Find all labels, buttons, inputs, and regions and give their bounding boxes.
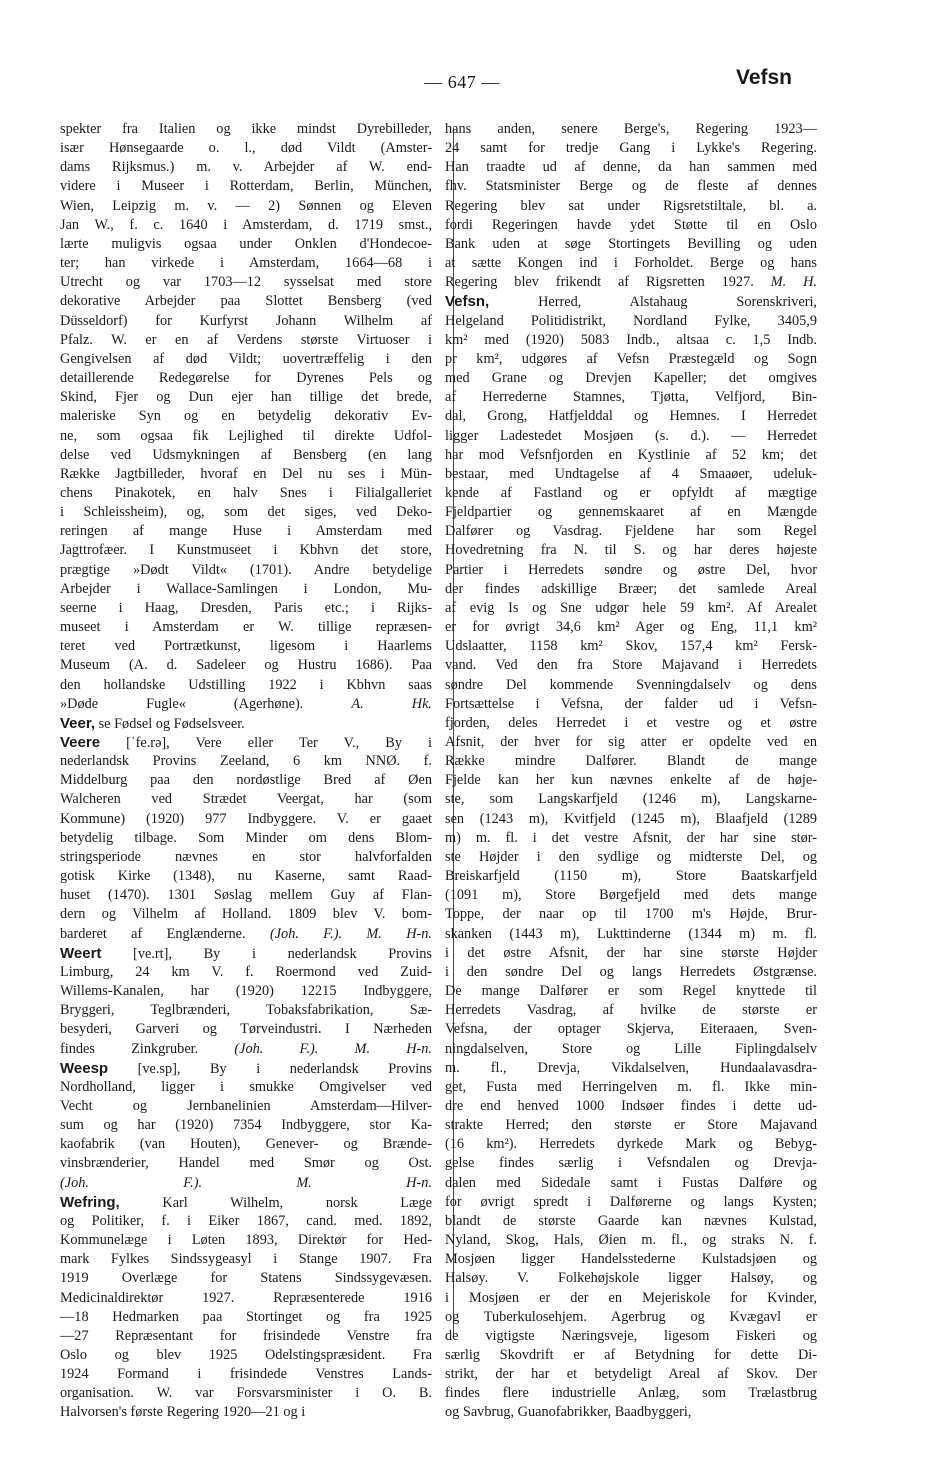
author-signature: M. H. xyxy=(770,274,817,291)
line-text: Willems-Kanalen, har (1920) 12215 Indbyggere, xyxy=(60,983,432,1000)
line-text: er for øvrigt 34,6 km² Ager og Eng, 11,1 km² xyxy=(445,619,817,636)
line-text: der findes adskillige Bræer; det samlede Areal xyxy=(445,580,817,597)
line-text: strikt, der har et betydeligt Areal af Skov. Der xyxy=(445,1366,817,1383)
text-line xyxy=(60,963,432,982)
line-text: Fjelde kan her kun nævnes enkelte af de høje- xyxy=(445,772,817,789)
text-line xyxy=(445,273,817,292)
text-line xyxy=(60,1231,432,1250)
line-text: betydelig tilbage. Som Minder om dens Blom- xyxy=(60,829,432,846)
text-line xyxy=(60,1365,432,1384)
text-line xyxy=(60,714,432,733)
text-line xyxy=(445,790,817,809)
line-text: —27 Repræsentant for frisindede Venstre fra xyxy=(60,1327,432,1344)
text-line xyxy=(60,676,432,695)
line-text: Pfalz. W. er en af Verdens største Virtuoser i xyxy=(60,331,432,348)
line-text: Bank uden at søge Stortingets Bevilling og uden xyxy=(445,235,817,252)
line-text: Dalfører og Vasdrag. Fjeldene har som Regel xyxy=(445,523,817,540)
text-line xyxy=(60,503,432,522)
text-line xyxy=(445,465,817,484)
text-line xyxy=(445,1020,817,1039)
line-text: Fortsættelse i Vefsna, der falder ud i Vefsn- xyxy=(445,695,817,712)
line-text: Hovedretning fra N. til S. og har deres højeste xyxy=(445,542,817,559)
text-line xyxy=(60,925,432,944)
line-text: dams Rijksmus.) m. v. Arbejder af W. end- xyxy=(60,159,432,176)
text-line xyxy=(445,810,817,829)
text-line xyxy=(60,1097,432,1116)
text-line xyxy=(445,695,817,714)
line-text: ligger Ladestedet Mosjøen (s. d.). — Herredet xyxy=(445,427,817,444)
line-text: km² med (1920) 5083 Indb., altsaa c. 1,5 Indb. xyxy=(445,331,817,348)
text-line xyxy=(60,197,432,216)
line-text: søndre Del kommende Svenningdalselv og dens xyxy=(445,676,817,693)
text-line xyxy=(60,120,432,139)
line-text: Düsseldorf) for Kurfyrst Johann Wilhelm af xyxy=(60,312,432,329)
line-text: lærte muligvis ogsaa under Onklen d'Hondecoe- xyxy=(60,235,432,252)
text-line xyxy=(60,771,432,790)
text-line xyxy=(60,1154,432,1173)
text-line xyxy=(445,369,817,388)
text-line xyxy=(445,1059,817,1078)
line-text: vand. Ved den fra Store Majavand i Herredets xyxy=(445,657,817,674)
line-text: strakte Herred; den største er Store Majavand xyxy=(445,1117,817,1134)
line-text: Han traadte ud af denne, da han sammen med xyxy=(445,159,817,176)
line-text: gelse findes særlig i Vefsndalen og Drevja- xyxy=(445,1155,817,1172)
text-line xyxy=(445,139,817,158)
author-signature: A. Hk. xyxy=(351,695,432,712)
line-text: teret ved Portrætkunst, ligesom i Haarlems xyxy=(60,638,432,655)
text-line xyxy=(445,848,817,867)
line-text: Toppe, der naar op til 1700 m's Højde, Brur- xyxy=(445,906,817,923)
text-line xyxy=(445,944,817,963)
line-text: seerne i Haag, Dresden, Paris etc.; i Rijks- xyxy=(60,599,432,616)
text-line xyxy=(60,561,432,580)
line-text: Middelburg paa den nordøstlige Bred af Øen xyxy=(60,772,432,789)
line-text: de vigtigste Næringsveje, ligesom Fiskeri og xyxy=(445,1327,817,1344)
left-column xyxy=(60,120,432,1423)
text-line xyxy=(60,254,432,273)
text-line xyxy=(60,235,432,254)
line-text: detaillerende Redegørelse for Dyrenes Pels og xyxy=(60,370,432,387)
text-line xyxy=(445,637,817,656)
text-line xyxy=(445,1269,817,1288)
text-line xyxy=(60,886,432,905)
text-line xyxy=(60,1059,432,1078)
text-line xyxy=(60,905,432,924)
line-text: chens Pinakotek, en halv Snes i Filialgalleriet xyxy=(60,484,432,501)
text-line xyxy=(60,216,432,235)
text-line xyxy=(445,197,817,216)
line-text: Afsnit, der hver for sig atter er opdelte ved en xyxy=(445,734,817,750)
line-text: huset (1470). 1301 Søslag mellem Guy af Flan- xyxy=(60,887,432,904)
line-text: ningdalselven, Store og Lille Fiplingdalselv xyxy=(445,1040,817,1057)
text-line xyxy=(60,1308,432,1327)
line-text: Herred, Alstahaug Sorenskriveri, xyxy=(489,294,817,311)
text-line xyxy=(60,388,432,407)
line-text: gotisk Kirke (1348), nu Kaserne, samt Raad- xyxy=(60,868,432,885)
line-text: Kommunelæge i Løten 1893, Direktør for Hed- xyxy=(60,1232,432,1249)
line-text: (1091 m), Store Børgefjeld med dets mange xyxy=(445,887,817,904)
text-line xyxy=(445,388,817,407)
line-text: at sætte Kongen ind i Forholdet. Berge og hans xyxy=(445,255,817,272)
text-line xyxy=(445,963,817,982)
line-text: Arbejder i Wallace-Samlingen i London, Mu- xyxy=(60,580,432,597)
line-text: Medicinaldirektør 1927. Repræsenterede 1916 xyxy=(60,1289,432,1306)
text-line xyxy=(445,656,817,675)
line-text: kende af Fastland og er opfyldt af mægtige xyxy=(445,484,817,501)
text-line xyxy=(60,177,432,196)
text-line xyxy=(445,580,817,599)
text-line xyxy=(445,1346,817,1365)
line-text: i det østre Afsnit, der har sine største Højder xyxy=(445,944,817,961)
line-text: findes Zinkgruber. xyxy=(60,1040,199,1057)
text-line xyxy=(60,599,432,618)
text-line xyxy=(60,273,432,292)
line-text: Partier i Herredets søndre og østre Del, hvor xyxy=(445,561,817,578)
line-text: m. fl., Drevja, Vikdalselven, Hundaalavasdra- xyxy=(445,1059,817,1076)
text-line xyxy=(60,752,432,771)
line-text: og Politiker, f. i Eiker 1867, cand. med. 1892, xyxy=(60,1212,432,1229)
line-text: af evig Is og Sne udgør hele 59 km². Af Arealet xyxy=(445,599,817,616)
text-line xyxy=(445,312,817,331)
entry-headword: Veere xyxy=(60,734,101,751)
text-line xyxy=(60,446,432,465)
line-text: Herredets Vasdrag, af hvilke de største er xyxy=(445,1002,817,1019)
line-text: Regering blev frikendt af Rigsretten 1927. xyxy=(445,274,754,291)
line-text: Walcheren ved Strædet Veergat, har (som xyxy=(60,791,432,808)
line-text: dekorative Arbejder paa Slottet Bensberg (ved xyxy=(60,293,432,310)
entry-headword: Veer, xyxy=(60,714,96,732)
line-text: Fjeldpartier og gennemskaaret af en Mængde xyxy=(445,504,817,521)
line-text: vinsbrænderier, Handel med Smør og Ost. xyxy=(60,1155,432,1172)
line-text: museet i Amsterdam er W. tillige repræsen- xyxy=(60,619,432,636)
line-text: Bryggeri, Teglbrænderi, Tobaksfabrikation, Sæ- xyxy=(60,1002,432,1019)
text-line xyxy=(445,522,817,541)
text-line xyxy=(445,1289,817,1308)
page-number: — 647 — xyxy=(424,72,500,92)
line-text: delse ved Udsmykningen af Bensberg (en lang xyxy=(60,446,432,463)
line-text: Nyland, Skog, Hals, Øien m. fl., og straks N. f. xyxy=(445,1232,817,1249)
text-line xyxy=(445,752,817,771)
text-line xyxy=(60,1327,432,1346)
text-line xyxy=(445,235,817,254)
text-line xyxy=(445,446,817,465)
line-text: Utrecht og var 1703—12 sysselsat med store xyxy=(60,274,432,291)
line-text: Breiskarfjeld (1150 m), Store Baatskarfjeld xyxy=(445,868,817,885)
text-line xyxy=(60,810,432,829)
text-line xyxy=(60,158,432,177)
line-text: ste, som Langskarfjeld (1246 m), Langskarne- xyxy=(445,791,817,808)
text-line xyxy=(445,1250,817,1269)
line-text: Oslo og blev 1925 Odelstingspræsident. Fra xyxy=(60,1347,432,1363)
text-line xyxy=(60,1384,432,1403)
line-text: Kommune) (1920) 977 Indbyggere. V. er gaaet xyxy=(60,810,432,827)
line-text: —18 Hedmarken paa Stortinget og fra 1925 xyxy=(60,1308,432,1325)
line-text: De mange Dalfører er som Regel knyttede til xyxy=(445,983,817,1000)
text-line xyxy=(445,771,817,790)
line-text: fhv. Statsminister Berge og de fleste af dennes xyxy=(445,178,817,195)
text-line xyxy=(60,656,432,675)
text-line xyxy=(60,369,432,388)
line-text: [ˈfe.rə], Vere eller Ter V., By i xyxy=(100,735,432,751)
line-text: 1919 Overlæge for Statens Sindssygevæsen. xyxy=(60,1270,432,1287)
text-line xyxy=(445,1212,817,1231)
line-text: Gengivelsen af død Vildt; uovertræffelig i den xyxy=(60,350,432,367)
text-line xyxy=(445,120,817,139)
text-line xyxy=(60,1346,432,1365)
line-text: fordi Regeringen havde ydet Støtte til en Oslo xyxy=(445,216,817,233)
text-line xyxy=(445,599,817,618)
line-text: dal, Grong, Hatfjelddal og Hemnes. I Herredet xyxy=(445,408,817,425)
line-text: (16 km²). Herredets dyrkede Mark og Bebyg- xyxy=(445,1136,817,1153)
text-line xyxy=(445,177,817,196)
text-line xyxy=(60,1403,432,1422)
line-text: reringen af mange Huse i Amsterdam med xyxy=(60,523,432,540)
text-line xyxy=(60,695,432,714)
text-line xyxy=(445,216,817,235)
text-line xyxy=(60,407,432,426)
text-line xyxy=(445,331,817,350)
text-line xyxy=(445,1174,817,1193)
text-line xyxy=(60,1250,432,1269)
text-line xyxy=(445,714,817,733)
line-text: Nordholland, ligger i smukke Omgivelser ved xyxy=(60,1078,432,1095)
line-text: dre end henved 1000 Indsøer findes i dette ud- xyxy=(445,1097,817,1114)
line-text: »Døde Fugle« (Agerhøne). xyxy=(60,695,304,712)
text-line xyxy=(60,331,432,350)
text-line xyxy=(445,427,817,446)
text-line xyxy=(60,848,432,867)
text-line xyxy=(60,1116,432,1135)
line-text: m) m. fl. i det vestre Afsnit, der har sine stør- xyxy=(445,829,817,846)
line-text: fjorden, deles Herredet i et vestre og et østre xyxy=(445,714,817,731)
text-line xyxy=(445,541,817,560)
line-text: bestaar, med Undtagelse af 4 Smaaøer, udeluk- xyxy=(445,465,817,482)
line-text: pr km², udgøres af Vefsn Præstegæld og Sogn xyxy=(445,350,817,367)
line-text: spekter fra Italien og ikke mindst Dyrebilleder, xyxy=(60,121,432,137)
line-text: Wien, Leipzig m. v. — 2) Sønnen og Eleven xyxy=(60,197,432,214)
line-text: kaofabrik (van Houten), Genever- og Brænde- xyxy=(60,1136,432,1153)
text-line xyxy=(60,1269,432,1288)
line-text: Regering blev sat under Rigsretstiltale, bl. a. xyxy=(445,197,817,214)
text-line xyxy=(445,829,817,848)
text-line xyxy=(445,561,817,580)
line-text: Jan W., f. c. 1640 i Amsterdam, d. 1719 smst., xyxy=(60,216,432,233)
text-line xyxy=(60,580,432,599)
text-line xyxy=(60,541,432,560)
text-line xyxy=(445,350,817,369)
text-line xyxy=(60,867,432,886)
text-line xyxy=(445,1403,817,1422)
text-line xyxy=(445,407,817,426)
line-text: findes flere industrielle Anlæg, som Trælastbrug xyxy=(445,1385,817,1402)
text-line xyxy=(445,292,817,311)
text-line xyxy=(60,1174,432,1193)
line-text: organisation. W. var Forsvarsminister i O. B. xyxy=(60,1385,432,1402)
line-text: prægtige »Dødt Vildt« (1701). Andre betydelige xyxy=(60,561,432,578)
text-line xyxy=(60,618,432,637)
text-line xyxy=(445,1384,817,1403)
line-text: Række mindre Dalfører. Blandt de mange xyxy=(445,753,817,770)
line-text: i den søndre Del og langs Herredets Østgrænse. xyxy=(445,963,817,980)
text-line xyxy=(445,1040,817,1059)
text-line xyxy=(60,829,432,848)
line-text: skanken (1443 m), Lukttinderne (1344 m) m. fl. xyxy=(445,925,817,942)
line-text: sen (1243 m), Kvitfjeld (1245 m), Blaafjeld (1289 xyxy=(445,810,817,827)
text-line xyxy=(60,139,432,158)
line-text: dalen med Sidedale samt i Fustas Dalføre og xyxy=(445,1174,817,1191)
entry-headword: Vefsn, xyxy=(445,293,490,311)
entry-headword: Weesp xyxy=(60,1059,109,1077)
entry-headword: Wefring, xyxy=(60,1193,120,1211)
text-line xyxy=(60,1001,432,1020)
line-text: Halsøy. V. Folkehøjskole ligger Halsøy, og xyxy=(445,1270,817,1287)
line-text: hans anden, senere Berge's, Regering 1923— xyxy=(445,121,817,137)
text-line xyxy=(445,1231,817,1250)
text-line xyxy=(445,676,817,695)
line-text: dern og Vilhelm af Holland. 1809 blev V. bom- xyxy=(60,906,432,923)
text-line xyxy=(60,1020,432,1039)
line-text: ste Højder i den sydlige og midterste Del, og xyxy=(445,848,817,865)
line-text: se Fødsel og Fødselsveer. xyxy=(95,715,245,732)
text-line xyxy=(445,925,817,944)
page-header xyxy=(0,62,928,102)
line-text: maleriske Syn og en betydelig dekorativ Ev- xyxy=(60,408,432,425)
text-line xyxy=(60,1040,432,1059)
text-line xyxy=(445,867,817,886)
text-line xyxy=(60,1193,432,1212)
line-text: og Tuberkulosehjem. Agerbrug og Kvægavl er xyxy=(445,1308,817,1325)
author-signature: (Joh. F.). M. H-n. xyxy=(269,925,432,942)
line-text: Mosjøen ligger Handelsstederne Kulstadsjøen og xyxy=(445,1251,817,1268)
text-line xyxy=(445,1135,817,1154)
text-line xyxy=(445,905,817,924)
text-line xyxy=(60,982,432,1001)
line-text: get, Fusta med Herringelven m. fl. Ikke min- xyxy=(445,1078,817,1095)
line-text: nederlandsk Provins Zeeland, 6 km NNØ. f. xyxy=(60,753,432,770)
text-line xyxy=(445,618,817,637)
text-line xyxy=(445,1001,817,1020)
right-column xyxy=(445,120,817,1423)
line-text: for øvrigt spredt i Dalførerne og langs Kysten; xyxy=(445,1193,817,1210)
text-line xyxy=(445,254,817,273)
line-text: ne, som ogsaa fik Lejlighed til direkte Udfol- xyxy=(60,427,432,444)
text-line xyxy=(60,944,432,963)
text-line xyxy=(445,158,817,177)
text-line xyxy=(445,1193,817,1212)
text-line xyxy=(60,292,432,311)
line-text: [ve.sp], By i nederlandsk Provins xyxy=(108,1060,432,1077)
line-text: Helgeland Politidistrikt, Nordland Fylke, 3405,9 xyxy=(445,312,817,329)
text-line xyxy=(60,350,432,369)
line-text: ter; han virkede i Amsterdam, 1664—68 i xyxy=(60,255,432,272)
line-text: barderet af Englænderne. xyxy=(60,925,246,942)
line-text: den hollandske Udstilling 1922 i Kbhvn saas xyxy=(60,676,432,693)
line-text: Jagttrofæer. I Kunstmuseet i Kbhvn det store, xyxy=(60,542,432,559)
text-line xyxy=(445,1327,817,1346)
text-line xyxy=(60,790,432,809)
text-line xyxy=(60,312,432,331)
line-text: Vecht og Jernbanelinien Amsterdam—Hilver- xyxy=(60,1097,432,1114)
text-line xyxy=(60,1078,432,1097)
line-text: særlig Skovdrift er af Betydning for dette Di- xyxy=(445,1347,817,1363)
line-text: blandt de største Gaarde kan nævnes Kulstad, xyxy=(445,1212,817,1229)
line-text: af Herrederne Stamnes, Tjøtta, Velfjord, Bin- xyxy=(445,389,817,406)
text-line xyxy=(60,465,432,484)
running-head: Vefsn xyxy=(735,66,792,89)
line-text: Skind, Fjer og Dun ejer han tillige det brede, xyxy=(60,389,432,406)
line-text: Museum (A. d. Sadeleer og Hustru 1686). Paa xyxy=(60,657,432,674)
text-line xyxy=(445,886,817,905)
line-text: besyderi, Garveri og Tørveindustri. I Nærheden xyxy=(60,1021,432,1038)
line-text: videre i Museer i Rotterdam, Berlin, München, xyxy=(60,178,432,195)
line-text: Halvorsen's første Regering 1920—21 og i xyxy=(60,1404,306,1421)
text-line xyxy=(445,982,817,1001)
text-line xyxy=(445,503,817,522)
line-text: Udslaatter, 1158 km² Skov, 157,4 km² Fersk- xyxy=(445,638,817,655)
text-line xyxy=(445,1308,817,1327)
text-line xyxy=(445,1078,817,1097)
text-line xyxy=(445,484,817,503)
line-text: Limburg, 24 km V. f. Roermond ved Zuid- xyxy=(60,963,432,980)
text-line xyxy=(60,637,432,656)
text-line xyxy=(445,733,817,752)
line-text: sum og har (1920) 7354 Indbyggere, stor Ka- xyxy=(60,1117,432,1134)
line-text: stringsperiode nævnes en stor halvforfalden xyxy=(60,848,432,865)
text-line xyxy=(445,1097,817,1116)
line-text: i Mosjøen er der en Mejeriskole for Kvinder, xyxy=(445,1289,817,1306)
text-line xyxy=(60,427,432,446)
line-text: [ve.rt], By i nederlandsk Provins xyxy=(101,945,432,962)
line-text: har mod Vefsnfjorden en Kystlinie af 52 km; det xyxy=(445,446,817,463)
text-line xyxy=(60,484,432,503)
line-text: Række Jagtbilleder, hvoraf en Del nu ses i Mün- xyxy=(60,465,432,482)
author-signature: (Joh. F.). M. H-n. xyxy=(60,1174,432,1191)
line-text: især Hønsegaarde o. l., død Vildt (Amster- xyxy=(60,140,432,157)
line-text: Vefsna, der optager Skjerva, Eiteraaen, Sven- xyxy=(445,1021,817,1038)
line-text: og Savbrug, Guanofabrikker, Baadbyggeri, xyxy=(445,1404,692,1421)
text-line xyxy=(60,522,432,541)
text-line xyxy=(445,1365,817,1384)
text-line xyxy=(60,1135,432,1154)
text-line xyxy=(445,1116,817,1135)
line-text: 1924 Formand i frisindede Venstres Lands- xyxy=(60,1366,432,1383)
author-signature: (Joh. F.). M. H-n. xyxy=(234,1040,432,1057)
line-text: mark Fylkes Sindssygeasyl i Stange 1907. Fra xyxy=(60,1251,432,1268)
entry-headword: Weert xyxy=(60,944,102,962)
line-text: med Grane og Drevjen Kapeller; det omgives xyxy=(445,370,817,387)
text-line xyxy=(60,1289,432,1308)
line-text: i Schleissheim), og, som det siges, ved Deko- xyxy=(60,504,432,521)
line-text: Karl Wilhelm, norsk Læge xyxy=(119,1194,432,1211)
text-line xyxy=(60,733,432,752)
text-line xyxy=(445,1154,817,1173)
line-text: 24 samt for tredje Gang i Lykke's Regering. xyxy=(445,140,817,157)
text-line xyxy=(60,1212,432,1231)
